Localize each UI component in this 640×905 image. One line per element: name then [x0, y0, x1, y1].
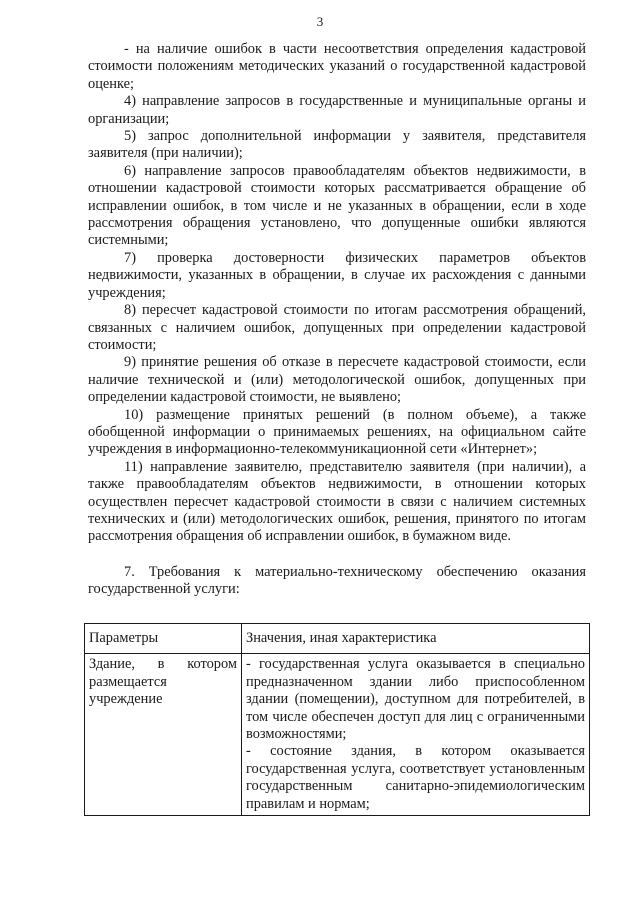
- requirements-table: [84, 623, 590, 816]
- value-building: [242, 654, 590, 816]
- paragraph-item-8: 8) пересчет кадастровой стоимости по итогам рассмотрения обращений, связанных с наличием ошибок, допущенных при определении кадастровой стоимости;: [88, 302, 586, 353]
- paragraph-item-7: 7) проверка достоверности физических параметров объектов недвижимости, указанных в обращении, в случае их расхождения с данными учреждения;: [88, 249, 586, 301]
- document-body: [88, 41, 586, 599]
- section-7-heading: 7. Требования к материально-техническому обеспечению оказания государственной услуги:: [88, 563, 586, 598]
- paragraph-item-6: 6) направление запросов правообладателям объектов недвижимости, в отношении кадастровой стоимости которых рассматривается обращение об исправлении ошибок, в том числе и не указанных в обращении, если в ходе рассмотрения обращения установлено, что допущенные ошибки являются системными;: [88, 162, 586, 249]
- paragraph-cadastral-errors: - на наличие ошибок в части несоответствия определения кадастровой стоимости положениям методических указаний о государственной кадастровой оценке;: [88, 41, 586, 92]
- table-header-row: [85, 624, 590, 654]
- header-params: Параметры: [85, 624, 242, 654]
- header-values: Значения, иная характеристика: [242, 624, 590, 654]
- paragraph-item-5: 5) запрос дополнительной информации у заявителя, представителя заявителя (при наличии);: [88, 128, 586, 162]
- paragraph-item-10: 10) размещение принятых решений (в полном объеме), а также обобщенной информации о принимаемых решениях, на официальном сайте учреждения в информационно-телекоммуникационной сети «Интернет»;: [88, 406, 586, 458]
- table-row: [85, 654, 590, 816]
- paragraph-item-4: 4) направление запросов в государственные и муниципальные органы и организации;: [88, 93, 586, 127]
- param-building: Здание, в котором размещается учреждение: [85, 654, 242, 816]
- paragraph-item-11: 11) направление заявителю, представителю заявителя (при наличии), а также правообладателям объектов недвижимости, в отношении которых осуществлен пересчет кадастровой стоимости в связи с наличием системных технических и (или) методологических ошибок, решения, принятого по итогам рассмотрения обращения об исправлении ошибок, в бумажном виде.: [88, 458, 586, 545]
- value-accessibility: - государственная услуга оказывается в специально предназначенном здании либо приспособленном здании (помещении), доступном для потребителей, в том числе обеспечен доступ для лиц с ограниченными возможностями;: [246, 656, 585, 743]
- paragraph-item-9: 9) принятие решения об отказе в пересчете кадастровой стоимости, если наличие технической и (или) методологической ошибок, допущенных при определении кадастровой стоимости, не выявлено;: [88, 354, 586, 406]
- value-sanitary: - состояние здания, в котором оказывается государственная услуга, соответствует установленным государственным санитарно-эпидемиологическим правилам и нормам;: [246, 743, 585, 812]
- page-number: 3: [316, 14, 324, 29]
